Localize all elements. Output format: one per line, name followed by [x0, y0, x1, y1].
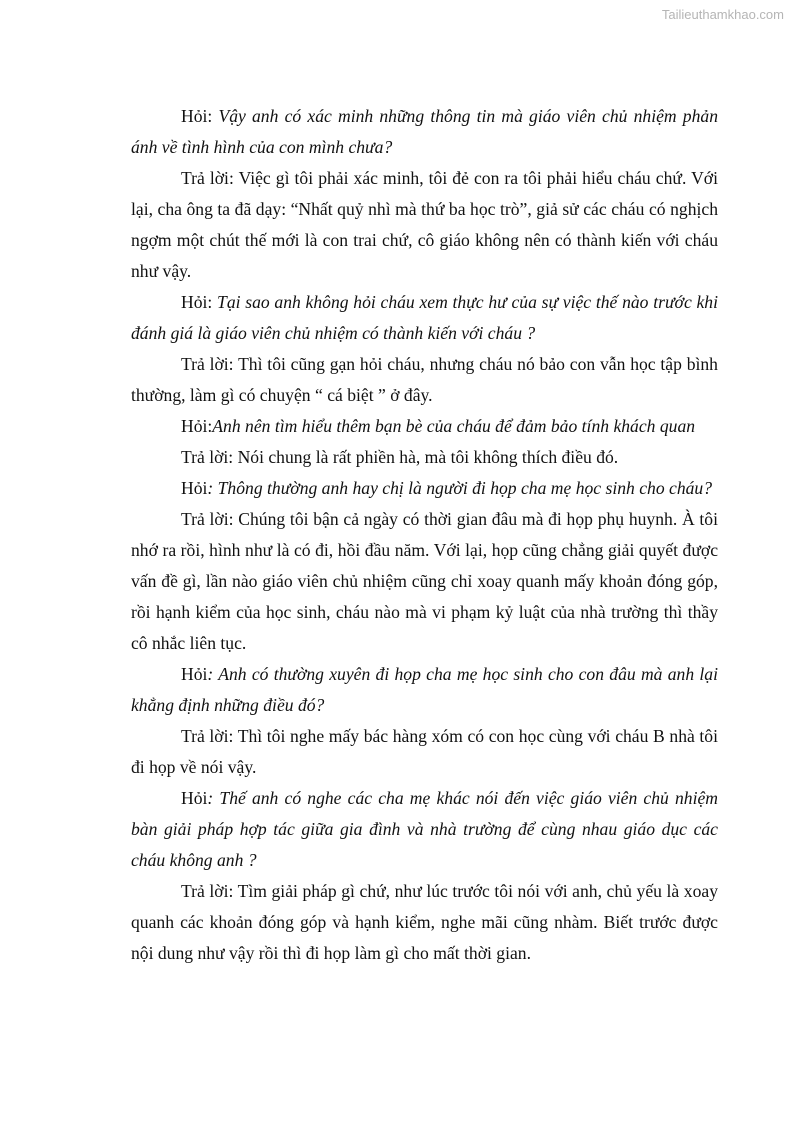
- speaker-label: Trả lời:: [181, 447, 238, 467]
- speaker-label: Trả lời:: [181, 168, 239, 188]
- speaker-label: Trả lời:: [181, 881, 238, 901]
- answer-paragraph: [131, 721, 718, 783]
- question-paragraph: [131, 473, 718, 504]
- paragraph-text: Nói chung là rất phiền hà, mà tôi không thích điều đó.: [237, 447, 619, 467]
- speaker-label: Hỏi:: [181, 416, 213, 436]
- speaker-label: Hỏi:: [181, 106, 219, 126]
- paragraph-text: Tại sao anh không hỏi cháu xem thực hư của sự việc thế nào trước khi đánh giá là giáo viên chủ nhiệm có thành kiến với cháu ?: [131, 292, 718, 343]
- paragraph-text: : Thông thường anh hay chị là người đi họp cha mẹ học sinh cho cháu?: [207, 478, 713, 498]
- question-paragraph: [131, 287, 718, 349]
- speaker-label: Trả lời:: [181, 726, 238, 746]
- speaker-label: Hỏi: [181, 478, 208, 498]
- paragraph-text: Vậy anh có xác minh những thông tin mà giáo viên chủ nhiệm phản ánh về tình hình của con mình chưa?: [131, 106, 718, 157]
- question-paragraph: [131, 783, 718, 876]
- answer-paragraph: [131, 163, 718, 287]
- answer-paragraph: [131, 349, 718, 411]
- speaker-label: Trả lời:: [181, 509, 239, 529]
- paragraph-text: Tìm giải pháp gì chứ, như lúc trước tôi nói với anh, chủ yếu là xoay quanh các khoản đóng góp và hạnh kiểm, nghe mãi cũng nhàm. Biết trước được nội dung như vậy rồi thì đi họp làm gì cho mất thời gian.: [131, 881, 718, 963]
- answer-paragraph: [131, 442, 718, 473]
- paragraph-text: Việc gì tôi phải xác minh, tôi đẻ con ra tôi phải hiểu cháu chứ. Với lại, cha ông ta đã dạy: “Nhất quỷ nhì mà thứ ba học trò”, giả sử các cháu có nghịch ngợm một chút thế mới là con trai chứ, cô giáo không nên có thành kiến với cháu như vậy.: [131, 168, 718, 281]
- paragraph-text: Thì tôi cũng gạn hỏi cháu, nhưng cháu nó bảo con vẫn học tập bình thường, làm gì có chuyện “ cá biệt ” ở đây.: [131, 354, 718, 405]
- question-paragraph: [131, 659, 718, 721]
- question-paragraph: [131, 101, 718, 163]
- document-body: [131, 101, 718, 969]
- speaker-label: Hỏi: [181, 664, 208, 684]
- question-paragraph: [131, 411, 718, 442]
- paragraph-text: Thì tôi nghe mấy bác hàng xóm có con học cùng với cháu B nhà tôi đi họp về nói vậy.: [131, 726, 718, 777]
- watermark: Tailieuthamkhao.com: [661, 7, 784, 22]
- speaker-label: Hỏi: [181, 788, 208, 808]
- paragraph-text: : Anh có thường xuyên đi họp cha mẹ học sinh cho con đâu mà anh lại khẳng định những điều đó?: [131, 664, 718, 715]
- paragraph-text: Anh nên tìm hiểu thêm bạn bè của cháu để đảm bảo tính khách quan: [212, 416, 696, 436]
- paragraph-text: : Thế anh có nghe các cha mẹ khác nói đến việc giáo viên chủ nhiệm bàn giải pháp hợp tác giữa gia đình và nhà trường để cùng nhau giáo dục các cháu không anh ?: [131, 788, 718, 870]
- answer-paragraph: [131, 504, 718, 659]
- paragraph-text: Chúng tôi bận cả ngày có thời gian đâu mà đi họp phụ huynh. À tôi nhớ ra rồi, hình như là có đi, hồi đầu năm. Với lại, họp cũng chẳng giải quyết được vấn đề gì, lần nào giáo viên chủ nhiệm cũng chỉ xoay quanh mấy khoản đóng góp, rồi hạnh kiểm của học sinh, cháu nào mà vi phạm kỷ luật của nhà trường thì thầy cô nhắc liên tục.: [131, 509, 718, 653]
- speaker-label: Hỏi:: [181, 292, 218, 312]
- answer-paragraph: [131, 876, 718, 969]
- speaker-label: Trả lời:: [181, 354, 239, 374]
